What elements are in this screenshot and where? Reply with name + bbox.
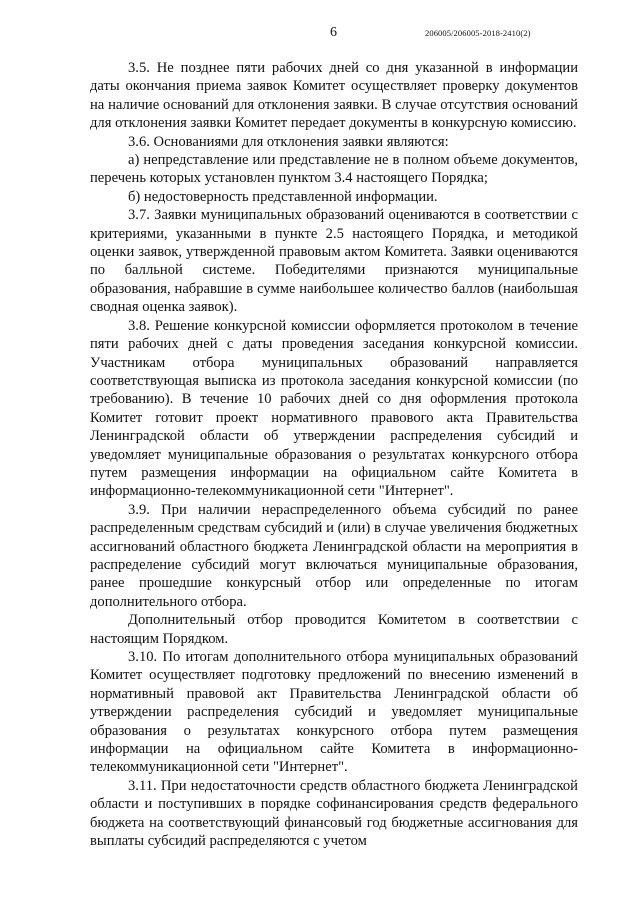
document-body [90, 59, 578, 850]
paragraph-3-6-a: а) непредставление или представление не в полном объеме документов, перечень которых установлен пунктом 3.4 настоящего Порядка; [90, 152, 578, 187]
paragraph-3-6-b: б) недостоверность представленной информации. [128, 188, 438, 205]
paragraph-3-9: 3.9. При наличии нераспределенного объема субсидий по ранее распределенным средствам субсидий и (или) в случае увеличения бюджетных ассигнований областного бюджета Ленинградской области на мероприятия в распределение субсидий могут включаться муниципальные образования, ранее прошедшие конкурсный отбор или определенные по итогам дополнительного отбора. [90, 501, 578, 610]
document-code: 206005/206005-2018-2410(2) [425, 28, 531, 38]
paragraph-3-6: 3.6. Основаниями для отклонения заявки являются: [128, 133, 449, 150]
page-number: 6 [330, 25, 337, 40]
paragraph-3-11: 3.11. При недостаточности средств областного бюджета Ленинградской области и поступивших в порядке софинансирования средств федерального бюджета на соответствующий финансовый год бюджетные ассигнования для выплаты субсидий распределяются с учетом [90, 777, 578, 850]
paragraph-3-10: 3.10. По итогам дополнительного отбора муниципальных образований Комитет осуществляет подготовку предложений по внесению изменений в нормативный правовой акт Правительства Ленинградской области об утверждении распределения субсидий и уведомляет муниципальные образования о результатах конкурсного отбора путем размещения информации на официальном сайте Комитета в информационно-телекоммуникационной сети "Интернет". [90, 649, 578, 776]
paragraph-3-5: 3.5. Не позднее пяти рабочих дней со дня указанной в информации даты окончания приема заявок Комитет осуществляет проверку документов на наличие оснований для отклонения заявки. В случае отсутствия оснований для отклонения заявки Комитет передает документы в конкурсную комиссию. [90, 60, 578, 132]
paragraph-additional-selection: Дополнительный отбор проводится Комитетом в соответствии с настоящим Порядком. [90, 612, 578, 647]
paragraph-3-7: 3.7. Заявки муниципальных образований оцениваются в соответствии с критериями, указанными в пункте 2.5 настоящего Порядка, и методикой оценки заявок, утвержденной правовым актом Комитета. Заявки оцениваются по балльной системе. Победителями признаются муниципальные образования, набравшие в сумме наибольшее количество баллов (наибольшая сводная оценка заявок). [90, 207, 578, 316]
paragraph-3-8: 3.8. Решение конкурсной комиссии оформляется протоколом в течение пяти рабочих дней с даты проведения заседания конкурсной комиссии. Участникам отбора муниципальных образований направляется соответствующая выписка из протокола заседания конкурсной комиссии (по требованию). В течение 10 рабочих дней со дня оформления протокола Комитет готовит проект нормативного правового акта Правительства Ленинградской области об утверждении распределения субсидий и уведомляет муниципальные образования о результатах конкурсного отбора путем размещения информации на официальном сайте Комитета в информационно-телекоммуникационной сети "Интернет". [90, 317, 578, 500]
